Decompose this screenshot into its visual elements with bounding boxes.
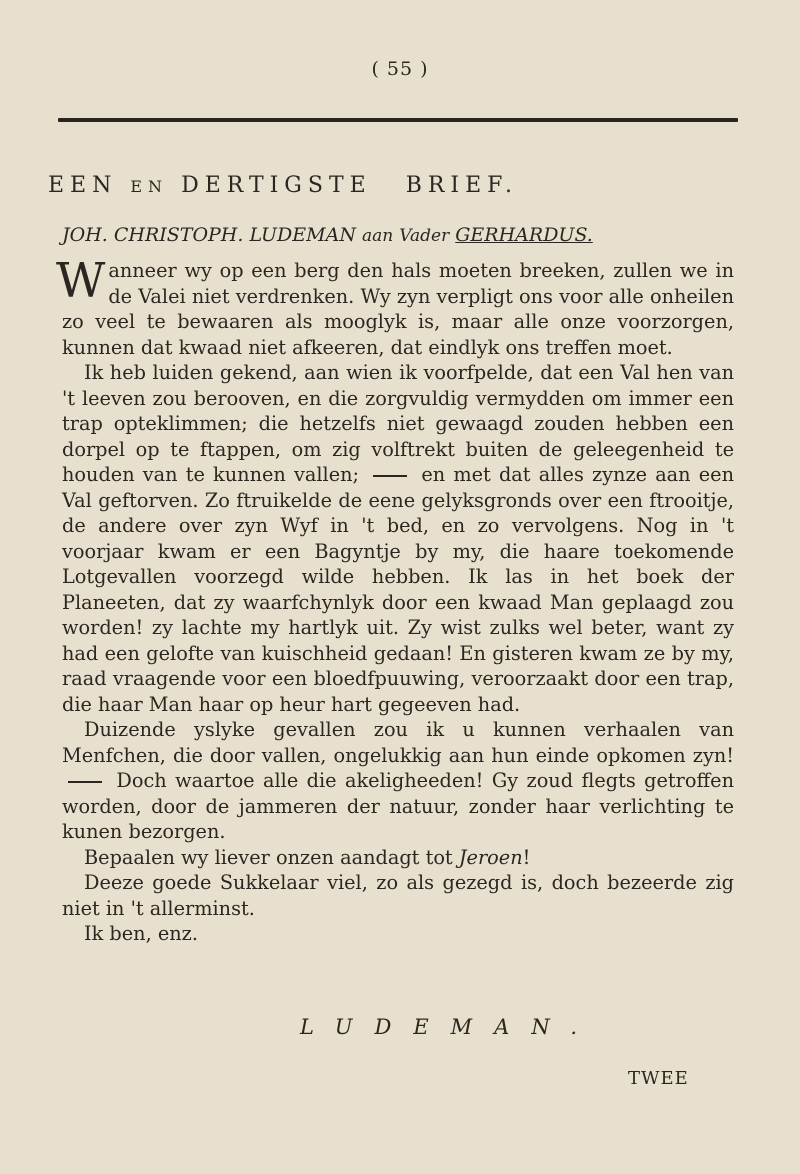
paragraph-1: Wanneer wy op een berg den hals moeten breeken, zullen we in de Valei niet verdrenken. Wy zyn verpligt ons voor alle onheilen zo veel te bewaaren als mooglyk is, maar alle onze voorzorgen, kunnen dat kwaad niet afkeeren, dat eindlyk ons treffen moet. <box>56 253 734 359</box>
page-number: ( 55 ) <box>371 58 429 80</box>
paragraph-6: Ik ben, enz. <box>84 922 198 945</box>
signature: LUDEMAN. <box>300 1015 600 1039</box>
name-jeroen: Jeroen <box>458 845 523 869</box>
paragraph-5: Deeze goede Sukkelaar viel, zo als gezegd is, doch bezeerde zig niet in 't allerminst. <box>62 871 734 920</box>
paragraph-2: Ik heb luiden gekend, aan wien ik voorfpelde, dat een Val hen van 't leeven zou berooven, en die zorgvuldig vermydden om immer een trap opteklimmen; die hetzelfs niet gewaagd zouden hebben een dorpel op te ftappen, om zig volftrekt buiten de geleegenheid te houden van te kunnen vallen; en met dat alles zynze aan een Val geftorven. Zo ftruikelde de eene gelyksgronds over een ftrooitje, de andere over zyn Wyf in 't bed, en zo vervolgens. Nog in 't voorjaar kwam er een Bagyntje by my, die haare toekomende Lotgevallen voorzegd wilde hebben. Ik las in het boek der Planeeten, dat zy waarfchynlyk door een kwaad Man geplaagd zou worden! zy lachte my hartlyk uit. Zy wist zulks wel beter, want zy had een gelofte van kuischheid gedaan! En gisteren kwam ze by my, raad vraagende voor een bloedfpuuwing, veroorzaakt door een trap, die haar Man haar op heur hart gegeeven had. <box>62 361 734 716</box>
paragraph-3: Duizende yslyke gevallen zou ik u kunnen verhaalen van Menfchen, die door vallen, ongelukkig aan hun einde opkomen zyn! Doch waartoe alle die akeligheeden! Gy zoud flegts getroffen worden, door de jammeren der natuur, zonder haar verlichting te kunen bezorgen. <box>62 718 734 843</box>
paragraph-4: Bepaalen wy liever onzen aandagt tot Jeroen! <box>84 845 531 869</box>
letter-body <box>56 253 734 947</box>
letter-heading <box>48 173 738 198</box>
heading-word-dertigste: DERTIGSTE <box>181 173 372 198</box>
heading-word-een: EEN <box>48 173 118 198</box>
catchword: TWEE <box>628 1068 689 1089</box>
recipient-title: Vader <box>399 226 450 246</box>
subheading-connector: aan <box>362 226 394 246</box>
header-rule <box>58 118 738 122</box>
heading-word-brief: BRIEF. <box>405 173 518 198</box>
recipient-name: GERHARDUS. <box>455 224 593 246</box>
letter-subheading <box>62 224 762 246</box>
heading-word-en: EN <box>130 177 169 196</box>
drop-cap: W <box>56 253 106 309</box>
em-dash <box>373 475 407 477</box>
sender-name: JOH. CHRISTOPH. LUDEMAN <box>62 224 356 246</box>
em-dash <box>68 781 102 783</box>
